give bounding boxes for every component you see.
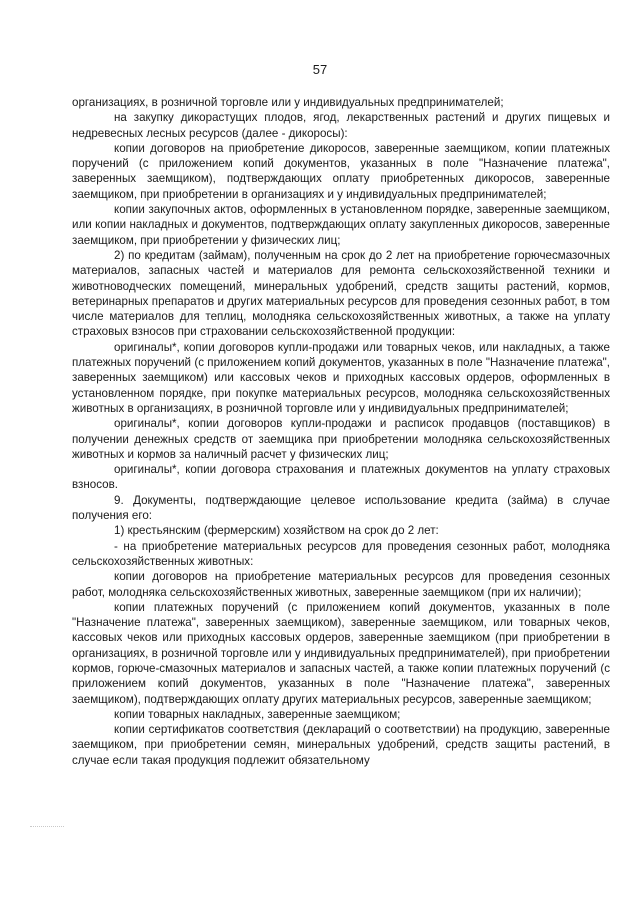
paragraph: 2) по кредитам (займам), полученным на срок до 2 лет на приобретение горючесмазочных материалов, запасных частей и материалов для ремонта сельскохозяйственной техники и животноводческих помещений, минеральных удобрений, средств защиты растений, кормов, ветеринарных препаратов и других материальных ресурсов для проведения сезонных работ, в том числе материалов для теплиц, молодняка сельскохозяйственных животных, а также на уплату страховых взносов при страховании сельскохозяйственной продукции: [72,248,610,339]
paragraph: копии закупочных актов, оформленных в установленном порядке, заверенные заемщиком, или копии накладных и документов, подтверждающих оплату закупленных дикоросов, заверенные заемщиком, при приобретении у физических лиц; [72,203,610,247]
paragraph: оригиналы*, копии договоров купли-продажи или товарных чеков, или накладных, а также платежных поручений (с приложением копий документов, указанных в поле "Назначение платежа", заверенных заемщиком) или кассовых чеков и приходных кассовых ордеров, оформленных в установленном порядке, при покупке материальных ресурсов, молодняка сельскохозяйственных животных в организациях, в розничной торговле или у индивидуальных предпринимателей; [72,340,610,415]
paragraph: 9. Документы, подтверждающие целевое использование кредита (займа) в случае получения его: [72,493,610,523]
paragraph: - на приобретение материальных ресурсов для проведения сезонных работ, молодняка сельскохозяйственных животных: [72,539,610,568]
paragraph: оригиналы*, копии договора страхования и платежных документов на уплату страховых взносов. [72,463,610,492]
paragraph: оригиналы*, копии договоров купли-продажи и расписок продавцов (поставщиков) в получении денежных средств от заемщика при приобретении молодняка сельскохозяйственных животных и кормов за наличный расчет у физических лиц; [72,417,610,461]
paragraph: копии товарных накладных, заверенные заемщиком; [114,707,401,721]
paragraph: копии сертификатов соответствия (деклараций о соответствии) на продукцию, заверенные заемщиком, при приобретении семян, минеральных удобрений, средств защиты растений, в случае если такая продукция подлежит обязательному [72,723,610,767]
paragraph: копии платежных поручений (с приложением копий документов, указанных в поле "Назначение платежа", заверенных заемщиком), заверенные заемщиком, или товарных чеков, кассовых чеков или приходных кассовых ордеров, заверенные заемщиком (при приобретении в организациях, в розничной торговле или у индивидуальных предпринимателей), при приобретении кормов, горюче-смазочных материалов и запасных частей, а также копии платежных поручений (с приложением копий документов, указанных в поле "Назначение платежа", заверенных заемщиком), подтверждающих оплату других материальных ресурсов, заверенные заемщиком; [72,600,610,706]
paragraph: организациях, в розничной торговле или у индивидуальных предпринимателей; [72,96,504,109]
paragraph: копии договоров на приобретение материальных ресурсов для проведения сезонных работ, молодняка сельскохозяйственных животных, заверенные заемщиком (при их наличии); [72,570,610,599]
document-body [72,95,610,768]
paragraph: 1) крестьянским (фермерским) хозяйством на срок до 2 лет: [114,524,439,538]
scan-speck [30,826,64,830]
paragraph: копии договоров на приобретение дикоросов, заверенные заемщиком, копии платежных поручений (с приложением копий документов, указанных в поле "Назначение платежа", заверенных заемщиком), подтверждающих оплату приобретенных дикоросов, заверенные заемщиком, при приобретении в организациях и у индивидуальных предпринимателей; [72,141,610,201]
page-number: 57 [312,62,328,77]
paragraph: на закупку дикорастущих плодов, ягод, лекарственных растений и других пищевых и недревесных лесных ресурсов (далее - дикоросы): [72,111,610,140]
